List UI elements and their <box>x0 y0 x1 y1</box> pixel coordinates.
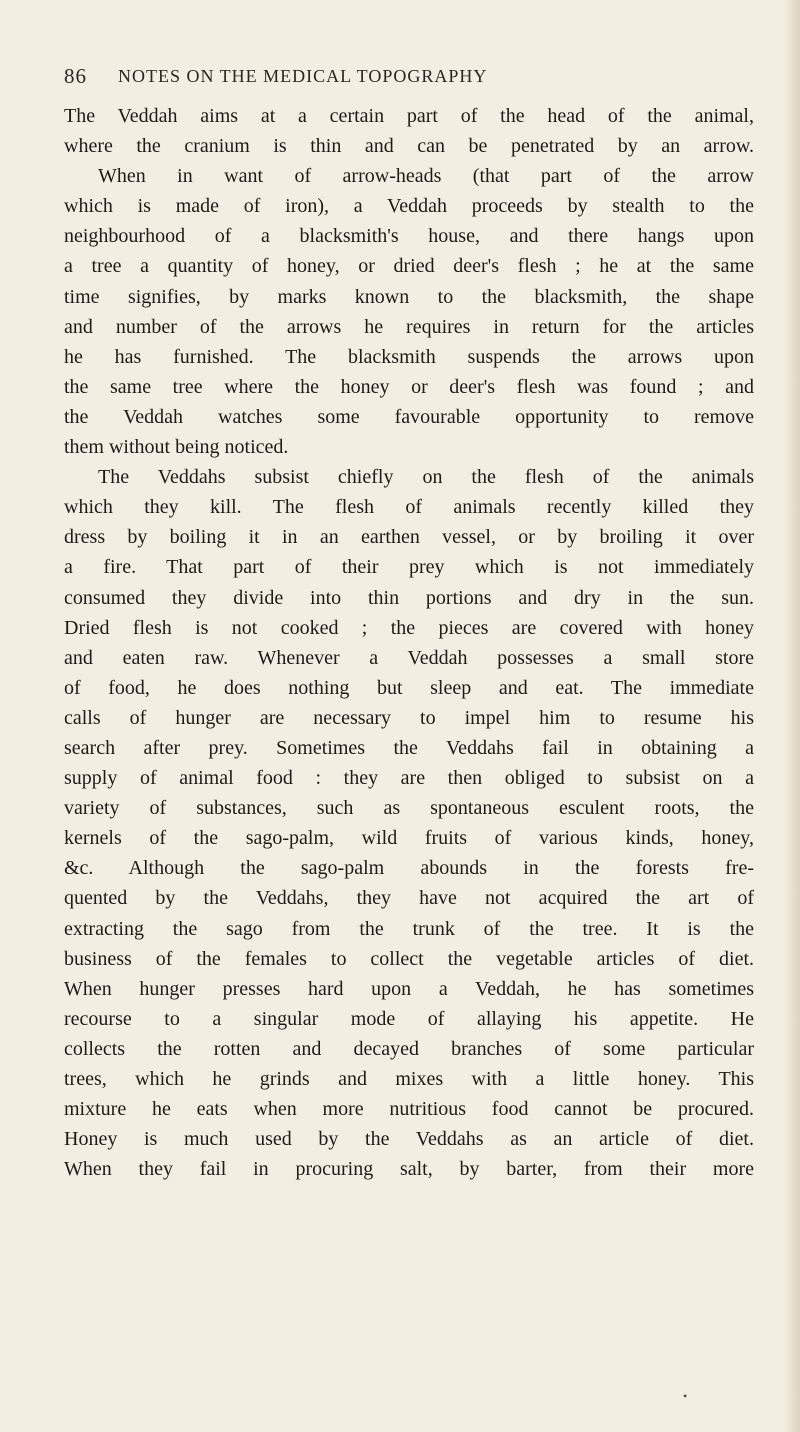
text-line: variety of substances, such as spontaneous esculent roots, the <box>64 797 754 820</box>
text-line: quented by the Veddahs, they have not acquired the art of <box>64 887 754 910</box>
page-number: 86 <box>64 64 87 88</box>
text-line: and number of the arrows he requires in return for the articles <box>64 315 754 338</box>
text-line: he has furnished. The blacksmith suspends the arrows upon <box>64 345 754 368</box>
text-line: a fire. That part of their prey which is not immediately <box>64 556 754 579</box>
text-line: them without being noticed. <box>64 436 289 459</box>
text-line: When they fail in procuring salt, by barter, from their more <box>64 1158 754 1181</box>
text-line: When hunger presses hard upon a Veddah, he has sometimes <box>64 977 754 1000</box>
text-line: search after prey. Sometimes the Veddahs fail in obtaining a <box>64 736 754 759</box>
text-line: The Veddah aims at a certain part of the head of the animal, <box>64 105 754 127</box>
text-line: business of the females to collect the vegetable articles of diet. <box>64 947 754 970</box>
text-line: which they kill. The flesh of animals recently killed they <box>64 496 754 519</box>
text-line: &c. Although the sago-palm abounds in the forests fre- <box>64 857 754 880</box>
running-head: NOTES ON THE MEDICAL TOPOGRAPHY <box>118 66 488 86</box>
text-line: which is made of iron), a Veddah proceeds by stealth to the <box>64 195 754 218</box>
text-line: the Veddah watches some favourable opportunity to remove <box>64 405 754 428</box>
text-line: neighbourhood of a blacksmith's house, and there hangs upon <box>64 225 754 248</box>
text-line: supply of animal food : they are then obliged to subsist on a <box>64 767 754 790</box>
text-line: Dried flesh is not cooked ; the pieces are covered with honey <box>64 616 754 639</box>
text-line: and eaten raw. Whenever a Veddah possesses a small store <box>64 646 754 669</box>
text-line: Honey is much used by the Veddahs as an article of diet. <box>64 1128 754 1151</box>
text-line: mixture he eats when more nutritious food cannot be procured. <box>64 1098 754 1121</box>
text-line: dress by boiling it in an earthen vessel, or by broiling it over <box>64 526 754 549</box>
text-line: of food, he does nothing but sleep and eat. The immediate <box>64 676 754 699</box>
body-text <box>64 101 754 1184</box>
text-line: a tree a quantity of honey, or dried deer's flesh ; he at the same <box>64 255 754 278</box>
page-edge-shadow <box>784 0 800 1432</box>
text-line: The Veddahs subsist chiefly on the flesh of the animals <box>98 466 754 489</box>
text-line: consumed they divide into thin portions and dry in the sun. <box>64 586 754 609</box>
text-line: kernels of the sago-palm, wild fruits of various kinds, honey, <box>64 827 754 850</box>
text-line: time signifies, by marks known to the blacksmith, the shape <box>64 285 754 308</box>
text-line: recourse to a singular mode of allaying his appetite. He <box>64 1007 754 1030</box>
text-line: trees, which he grinds and mixes with a little honey. This <box>64 1068 754 1090</box>
page-mark: • <box>683 1389 688 1403</box>
text-line: where the cranium is thin and can be penetrated by an arrow. <box>64 135 754 158</box>
text-line: the same tree where the honey or deer's flesh was found ; and <box>64 375 754 398</box>
text-line: When in want of arrow-heads (that part of the arrow <box>98 165 754 188</box>
page-header <box>64 64 754 92</box>
text-line: calls of hunger are necessary to impel him to resume his <box>64 706 754 729</box>
text-line: extracting the sago from the trunk of the tree. It is the <box>64 917 754 940</box>
text-line: collects the rotten and decayed branches of some particular <box>64 1037 754 1060</box>
